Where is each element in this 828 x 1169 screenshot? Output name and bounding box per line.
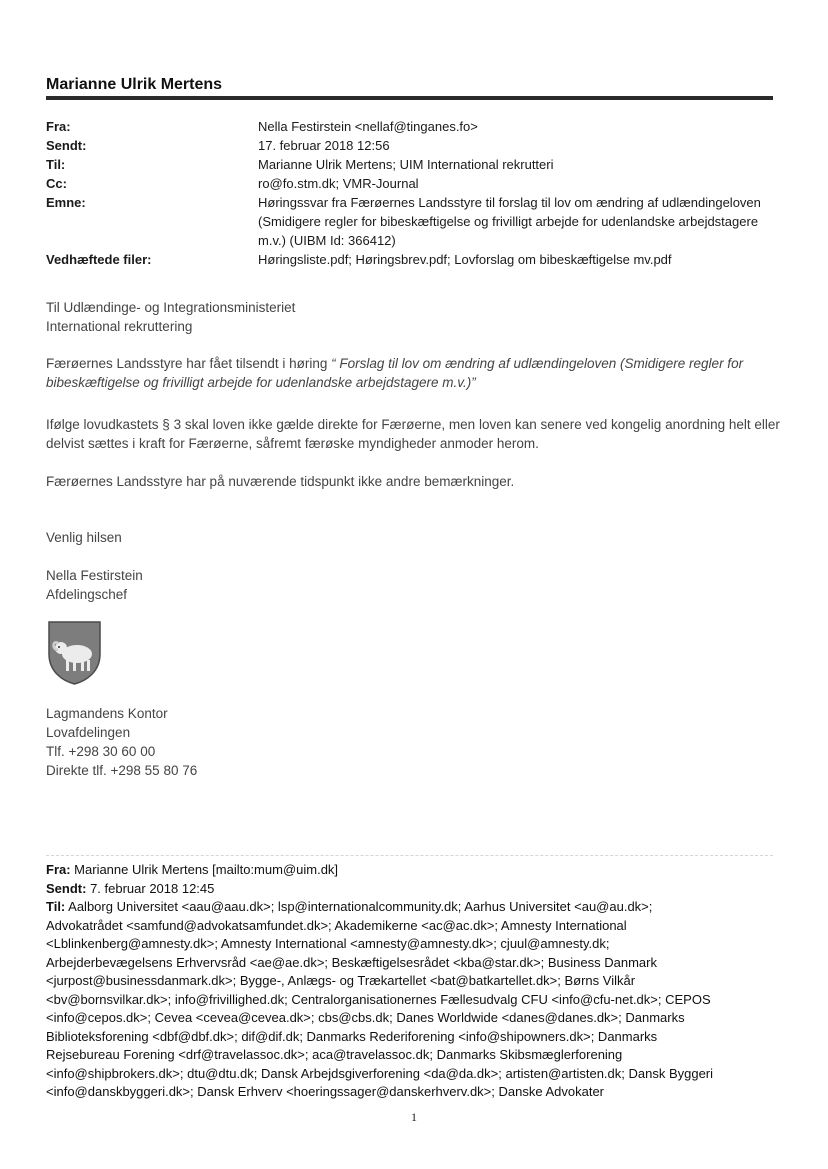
forwarded-sent-label: Sendt: — [46, 880, 87, 896]
sent-label: Sendt: — [46, 138, 87, 153]
title-rule — [46, 96, 773, 100]
recipient-line-2: International rekruttering — [46, 319, 193, 334]
forwarded-to-row — [46, 898, 786, 1102]
subject-value: Høringssvar fra Færøernes Landsstyre til forslag til lov om ændring af udlændingeloven (Smidigere regler for bibeskæftigelse og frivilligt arbejde for udenlandske arbejdstagere m.v.) (UIBM Id: 366412) — [258, 195, 761, 248]
paragraph-1-quote: “ Forslag til lov om ændring af udlændingeloven (Smidigere regler for bibeskæftigelse og frivilligt arbejde for udenlandske arbejdstagere m.v.)” — [46, 356, 744, 390]
recipient-block — [46, 298, 786, 336]
header-to-row — [46, 155, 773, 174]
forward-divider — [46, 855, 773, 856]
forwarded-sent-row — [46, 880, 786, 899]
sent-value: 17. februar 2018 12:56 — [258, 138, 390, 153]
from-value: Nella Festirstein <nellaf@tinganes.fo> — [258, 119, 478, 134]
forwarded-sent-value: 7. februar 2018 12:45 — [86, 880, 215, 896]
from-label: Fra: — [46, 119, 71, 134]
forwarded-to-value: Aalborg Universitet <aau@aau.dk>; lsp@internationalcommunity.dk; Aarhus Universitet <au@au.dk>; Advokatrådet <samfund@advokatsamfundet.dk>; Akademikerne <ac@ac.dk>; Amnesty International <Lblinkenberg@amnesty.dk>; Amnesty International <amnesty@amnesty.dk>; cjuul@amnesty.dk; Arbejderbevægelsens Erhvervsråd <ae@ae.dk>; Beskæftigelsesrådet <kba@star.dk>; Business Danmark <jurpost@businessdanmark.dk>; Bygge-, Anlægs- og Trækartellet <bat@batkartellet.dk>; Børns Vilkår <bv@bornsvilkar.dk>; info@frivillighed.dk; Centralorganisationernes Fællesudvalg CFU <info@cfu-net.dk>; CEPOS <info@cepos.dk>; Cevea <cevea@cevea.dk>; cbs@cbs.dk; Danes Worldwide <danes@danes.dk>; Danmarks Biblioteksforening <dbf@dbf.dk>; dif@dif.dk; Danmarks Rederiforening <info@shipowners.dk>; Danmarks Rejsebureau Forening <drf@travelassoc.dk>; aca@travelassoc.dk; Danmarks Skibsmæglerforening <info@shipbrokers.dk>; dtu@dtu.dk; Dansk Arbejdsgiverforening <da@da.dk>; artisten@artisten.dk; Dansk Byggeri <info@danskbyggeri.dk>; Dansk Erhverv <hoeringssager@danskerhverv.dk>; Danske Advokater — [46, 899, 714, 1099]
org-name: Lagmandens Kontor — [46, 706, 168, 721]
recipient-line-1: Til Udlændinge- og Integrationsministeriet — [46, 300, 296, 315]
paragraph-2 — [46, 415, 786, 453]
header-attachments-row — [46, 250, 773, 269]
org-phone: Tlf. +298 30 60 00 — [46, 744, 156, 759]
faroe-ram-coat-of-arms-icon — [46, 620, 103, 686]
to-label: Til: — [46, 157, 66, 172]
attachments-value[interactable]: Høringsliste.pdf; Høringsbrev.pdf; Lovforslag om bibeskæftigelse mv.pdf — [258, 252, 672, 267]
org-department: Lovafdelingen — [46, 725, 131, 740]
header-from-row — [46, 117, 773, 136]
attachments-label: Vedhæftede filer: — [46, 252, 152, 267]
forwarded-from-row — [46, 861, 786, 880]
to-value: Marianne Ulrik Mertens; UIM International rekrutteri — [258, 157, 554, 172]
signer-title: Afdelingschef — [46, 587, 128, 602]
paragraph-1-text: Færøernes Landsstyre har fået tilsendt i høring — [46, 356, 332, 371]
paragraph-3-text: Færøernes Landsstyre har på nuværende tidspunkt ikke andre bemærkninger. — [46, 474, 515, 489]
paragraph-3 — [46, 472, 786, 491]
paragraph-1 — [46, 354, 786, 392]
signer-name: Nella Festirstein — [46, 568, 143, 583]
subject-label: Emne: — [46, 195, 86, 210]
forwarded-from-label: Fra: — [46, 862, 71, 877]
page-number: 1 — [411, 1110, 417, 1124]
paragraph-2-text: Ifølge lovudkastets § 3 skal loven ikke gælde direkte for Færøerne, men loven kan senere ved kongelig anordning helt eller delvist sættes i kraft for Færøerne, såfremt færøske myndigheder anmoder herom. — [46, 417, 780, 451]
organisation-block — [46, 704, 786, 780]
forwarded-from-value: Marianne Ulrik Mertens [mailto:mum@uim.dk] — [70, 862, 339, 877]
org-direct-phone: Direkte tlf. +298 55 80 76 — [46, 763, 198, 778]
email-header — [46, 117, 773, 269]
forwarded-header — [46, 861, 786, 1102]
header-cc-row — [46, 174, 773, 193]
signature — [46, 566, 786, 604]
cc-value: ro@fo.stm.dk; VMR-Journal — [258, 176, 419, 191]
mailbox-owner-name: Marianne Ulrik Mertens — [46, 76, 223, 93]
header-sent-row — [46, 136, 773, 155]
closing-text: Venlig hilsen — [46, 530, 122, 545]
header-subject-row — [46, 193, 773, 250]
closing — [46, 528, 786, 547]
forwarded-to-label: Til: — [46, 899, 66, 914]
cc-label: Cc: — [46, 176, 67, 191]
